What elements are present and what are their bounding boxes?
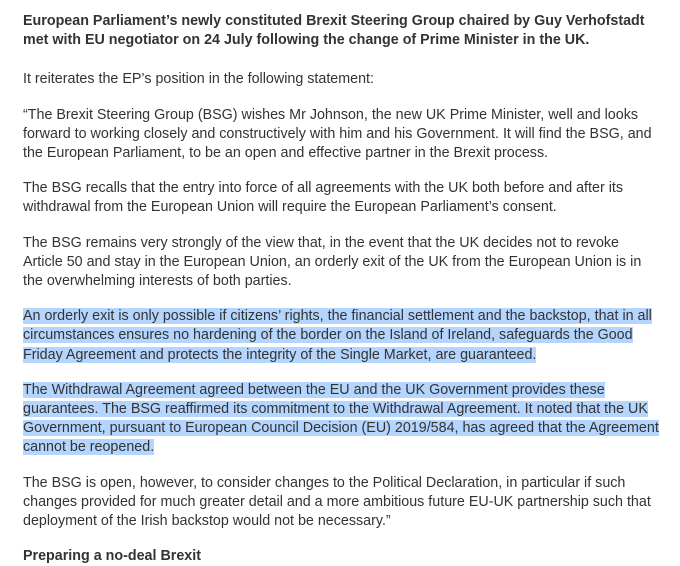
next-section-heading: Preparing a no-deal Brexit: [23, 548, 201, 565]
article-body: [23, 12, 659, 566]
paragraph-statement-opening: [23, 106, 659, 164]
paragraph-text: The BSG is open, however, to consider changes to the Political Declaration, in particular if such changes provided for much greater detail and a more ambitious future EU-UK partnership such that deployment of the Irish backstop would not be necessary.”: [23, 474, 651, 530]
selected-text[interactable]: An orderly exit is only possible if citizens’ rights, the financial settlement and the backstop, that in all circumstances ensures no hardening of the border on the Island of Ireland, safeguards the Good Friday Agreement and protects the integrity of the Single Market, are guaranteed.: [23, 308, 652, 363]
article-lead: European Parliament’s newly constituted Brexit Steering Group chaired by Guy Verhofstadt met with EU negotiator on 24 July following the change of Prime Minister in the UK.: [23, 13, 645, 49]
paragraph-text: The BSG remains very strongly of the view that, in the event that the UK decides not to revoke Article 50 and stay in the European Union, an orderly exit of the UK from the European Union is in the overwhelming interests of both parties.: [23, 234, 642, 290]
paragraph-withdrawal-agreement[interactable]: [23, 381, 659, 458]
paragraph-text: The BSG recalls that the entry into force of all agreements with the UK both before and after its withdrawal from the European Union will require the European Parliament’s consent.: [23, 180, 623, 216]
paragraph-intro: [23, 70, 659, 89]
paragraph-text: “The Brexit Steering Group (BSG) wishes Mr Johnson, the new UK Prime Minister, well and looks forward to working closely and constructively with him and his Government. It will find the BSG, and the European Parliament, to be an open and effective partner in the Brexit process.: [23, 106, 652, 162]
paragraph-orderly-exit-conditions[interactable]: [23, 307, 659, 365]
paragraph-orderly-exit-view: [23, 234, 659, 292]
paragraph-text: It reiterates the EP’s position in the following statement:: [23, 71, 374, 88]
selected-text[interactable]: The Withdrawal Agreement agreed between the EU and the UK Government provides these guarantees. The BSG reaffirmed its commitment to the Withdrawal Agreement. It noted that the UK Government, pursuant to European Council Decision (EU) 2019/584, has agreed that the Agreement cannot be reopened.: [23, 381, 659, 456]
paragraph-consent: [23, 179, 659, 217]
paragraph-political-declaration: [23, 474, 659, 532]
